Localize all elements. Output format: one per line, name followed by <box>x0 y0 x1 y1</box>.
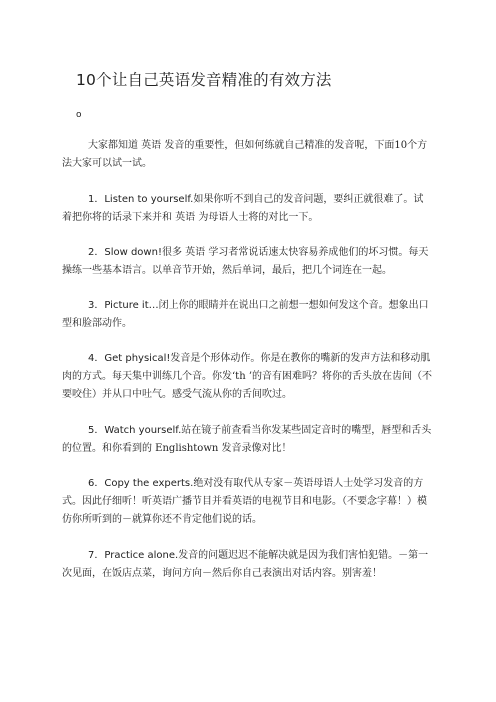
tip-body: 闭上你的眼睛并在说出口之前想一想如何发这个音。想象出口型和脸部动作。 <box>62 300 429 329</box>
document-title: 10个让自己英语发音精准的有效方法 <box>76 71 332 89</box>
tip-heading: 5．Watch yourself. <box>88 425 182 436</box>
tip-body: 绝对没有取代从专家－英语母语人士处学习发音的方式。因此仔细听！听英语广播节目并看英语的电视节目和电影。（不要念字幕！）模仿你所听到的－就算你还不肯定他们说的话。 <box>62 478 427 525</box>
intro-paragraph: 大家都知道 英语 发音的重要性，但如何练就自己精准的发音呢，下面10个方法大家可以试一试。 <box>62 140 428 169</box>
tip-paragraph-6 <box>62 475 432 529</box>
tip-heading: 3．Picture it… <box>88 300 159 311</box>
tip-heading: 6．Copy the experts. <box>88 478 194 489</box>
tip-paragraph-2 <box>62 244 432 280</box>
tip-body: 很多 英语 学习者常说话速太快容易养成他们的坏习惯。每天操练一些基本语言。以单音节开始，然后单词，最后，把几个词连在一起。 <box>62 247 429 276</box>
paragraph-marker: o <box>76 110 82 120</box>
tip-paragraph-3 <box>62 297 432 333</box>
tip-body: 发音是个形体动作。你是在教你的嘴新的发声方法和移动肌肉的方式。每天集中训练几个音。你发‘th ’的音有困难吗？将你的舌头放在齿间（不要咬住）并从口中吐气。感受气流从你的舌间吹过。 <box>62 353 432 400</box>
tip-heading: 4．Get physical! <box>88 353 171 364</box>
tip-heading: 7．Practice alone. <box>88 550 179 561</box>
tip-paragraph-7 <box>62 547 432 583</box>
tip-body: 站在镜子前查看当你发某些固定音时的嘴型，唇型和舌头的位置。和你看到的 Englishtown 发音录像对比！ <box>62 425 432 454</box>
tip-heading: 2．Slow down! <box>88 247 162 258</box>
tip-paragraph-5 <box>62 422 432 458</box>
tip-body: 发音的问题迟迟不能解决就是因为我们害怕犯错。－第一次见面，在饭店点菜，询问方向－然后你自己表演出对话内容。别害羞！ <box>62 550 429 579</box>
tip-body: 如果你听不到自己的发音问题，要纠正就很难了。试着把你将的话录下来并和 英语 为母语人士将的对比一下。 <box>62 194 424 223</box>
tip-paragraph-4 <box>62 350 432 404</box>
tip-paragraph-1 <box>62 191 432 227</box>
tip-heading: 1．Listen to yourself. <box>88 194 194 205</box>
